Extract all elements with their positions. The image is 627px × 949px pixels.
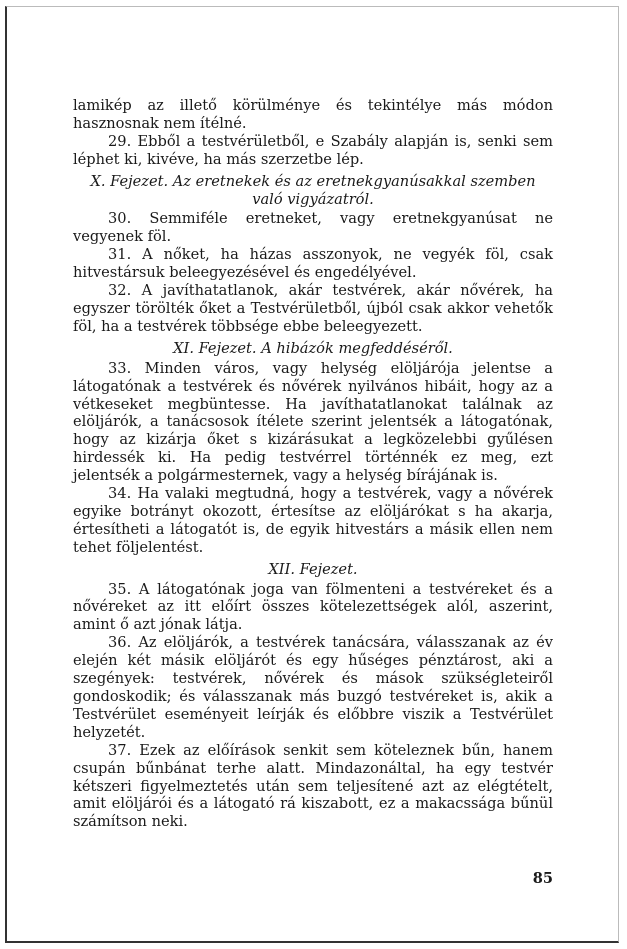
paragraph-36: 36. Az elöljárók, a testvérek tanácsára, válasszanak az év elején két másik elöljárót és egy hűséges pénztárost, aki a szegények: testvérek, nővérek és mások szükségleteiről gondoskodik; és válasszanak más buzgó testvéreket is, akik a Testvérület eseményeit leírják és előbbre viszik a Testvérület helyzetét. (73, 634, 553, 741)
paragraph-37: 37. Ezek az előírások senkit sem köteleznek bűn, hanem csupán bűnbánat terhe alatt. Mindazonáltal, ha egy testvér kétszeri figyelmeztetés után sem teljesítené azt az elégtételt, amit elöljárói és a látogató rá kiszabott, ez a makacssága bűnül számítson neki. (73, 741, 553, 831)
paragraph-33: 33. Minden város, vagy helység elöljárója jelentse a látogatónak a testvérek és nővérek nyilvános hibáit, hogy az a vétkeseket megbüntesse. Ha javíthatatlanokat találnak az elöljárók, a tanácsosok ítélete szerint jelentsék a látogatónak, hogy az kizárja őket s kizárásukat a legközelebbi gyűlésen hirdessék ki. Ha pedig testvérrel történnék ez meg, ezt jelentsék a polgármesternek, vagy a helység bírájának is. (73, 359, 553, 485)
paragraph-35: 35. A látogatónak joga van fölmenteni a testvéreket és a nővéreket az itt előírt összes kötelezettségek alól, aszerint, amint ő azt jónak látja. (73, 580, 553, 634)
paragraph-30: 30. Semmiféle eretneket, vagy eretnekgyanúsat ne vegyenek föl. (73, 210, 553, 246)
page-text (73, 97, 553, 831)
opening-paragraph: lamikép az illető körülménye és tekintélye más módon hasznosnak nem ítélné. (73, 97, 553, 132)
paragraph-29: 29. Ebből a testvérületből, e Szabály alapján is, senki sem léphet ki, kivéve, ha más szerzetbe lép. (73, 132, 553, 168)
paragraph-34: 34. Ha valaki megtudná, hogy a testvérek, vagy a nővérek egyike botrányt okozott, értesítse az elöljárókat s ha akarja, értesítheti a látogatót is, de egyik hitvestárs a másik ellen nem tehet följelentést. (73, 485, 553, 556)
chapter-11-heading: XI. Fejezet. A hibázók megfeddéséről. (173, 339, 453, 357)
paragraph-32: 32. A javíthatatlanok, akár testvérek, akár nővérek, ha egyszer törölték őket a Testvérületből, újból csak akkor vehetők föl, ha a testvérek többsége ebbe beleegyezett. (73, 282, 553, 335)
chapter-10-heading: X. Fejezet. Az eretnekek és az eretnekgyanúsakkal szemben való vigyázatról. (90, 172, 536, 208)
paragraph-31: 31. A nőket, ha házas asszonyok, ne vegyék föl, csak hitvestársuk beleegyezésével és engedélyével. (73, 246, 553, 282)
chapter-12-heading: XII. Fejezet. (268, 560, 358, 578)
page-number: 85 (532, 870, 553, 887)
